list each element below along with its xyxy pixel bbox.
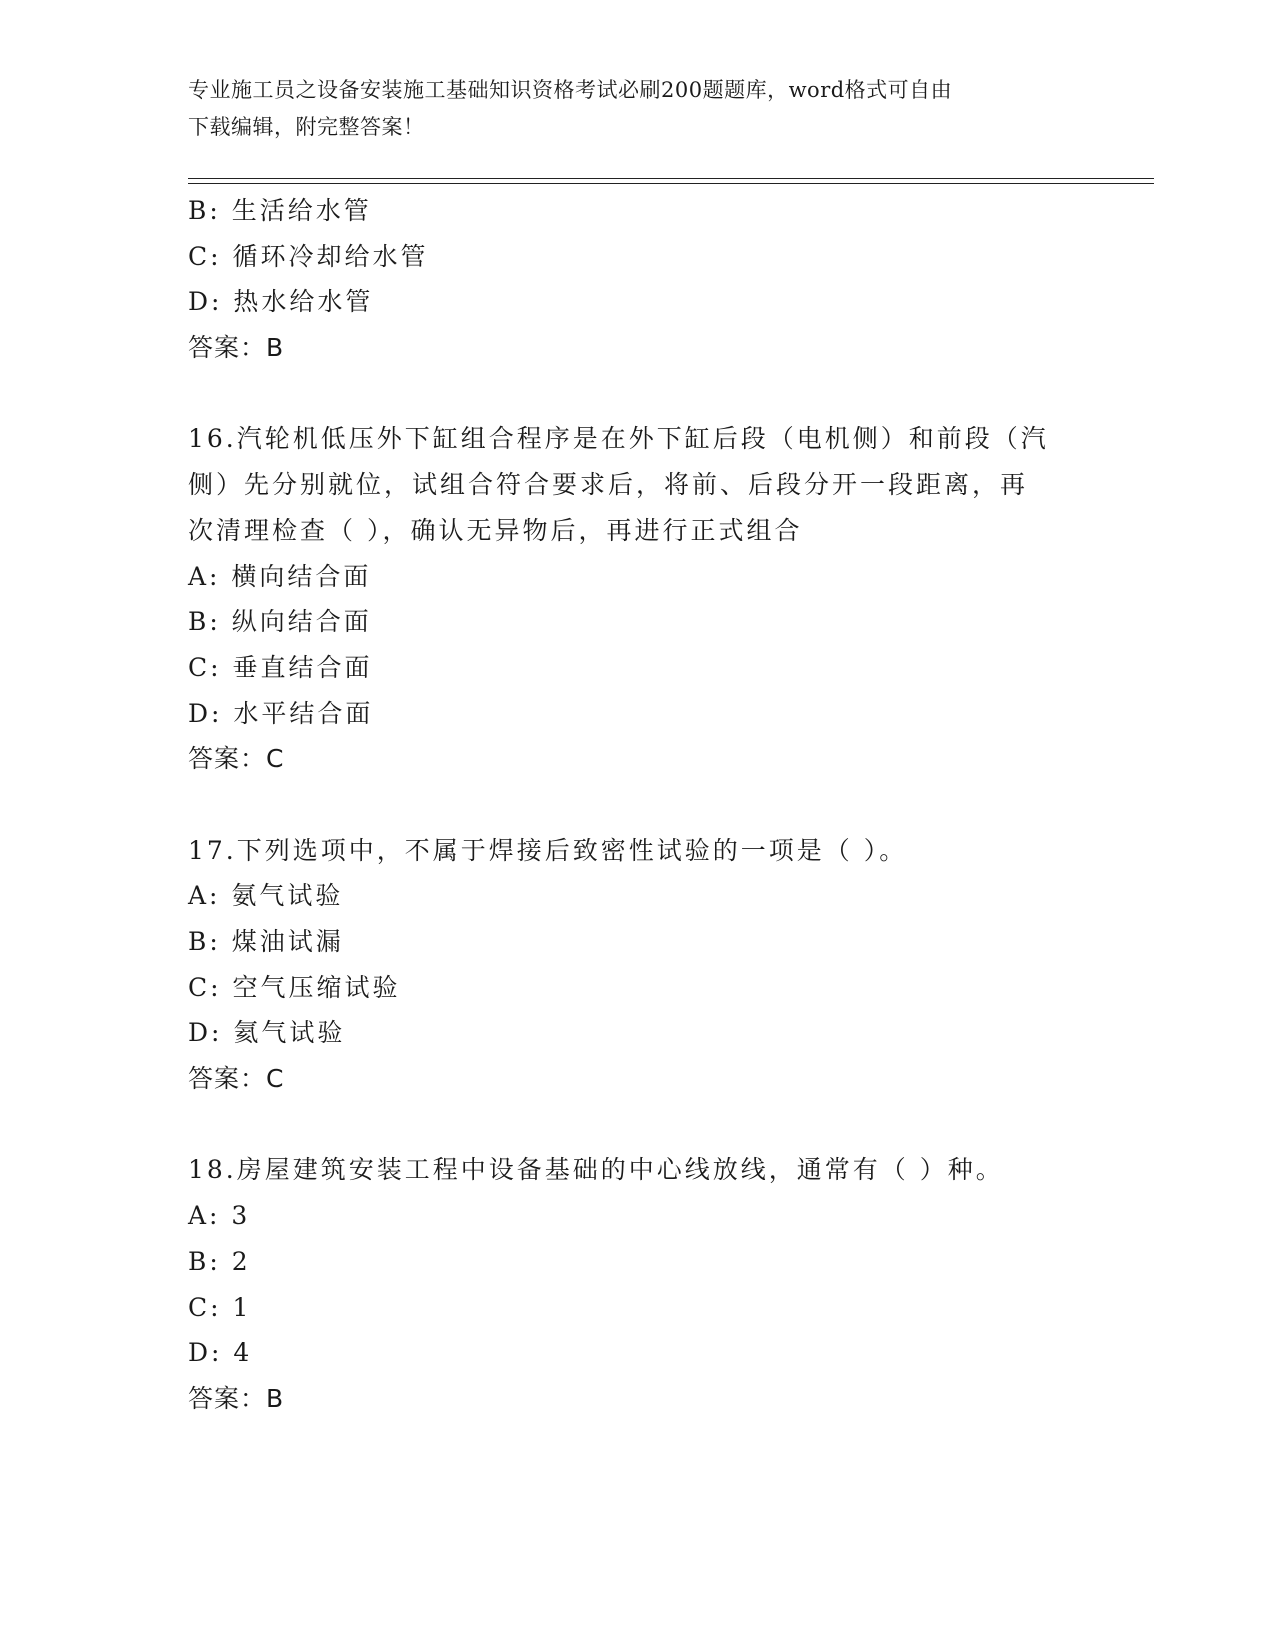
option-c: C: 循环冷却给水管 — [188, 241, 429, 271]
header-divider-top — [188, 178, 1154, 179]
option-b: B: 纵向结合面 — [188, 607, 372, 637]
question-18 — [188, 1147, 1088, 1421]
spacer — [188, 1102, 1088, 1148]
spacer — [188, 371, 1088, 417]
option-d: D: 水平结合面 — [188, 698, 374, 728]
option-d: D: 热水给水管 — [188, 287, 374, 317]
option-c: C: 垂直结合面 — [188, 652, 373, 682]
question-text-line-1: 18.房屋建筑安装工程中设备基础的中心线放线，通常有（ ）种。 — [188, 1155, 1004, 1185]
question-17 — [188, 828, 1088, 1102]
question-text-line-1: 16.汽轮机低压外下缸组合程序是在外下缸后段（电机侧）和前段（汽 — [188, 424, 1049, 454]
option-d: D: 4 — [188, 1338, 253, 1368]
answer: 答案：B — [188, 333, 285, 363]
question-15-tail — [188, 188, 1088, 371]
option-b: B: 煤油试漏 — [188, 927, 344, 956]
question-text-line-3: 次清理检查（ ），确认无异物后，再进行正式组合 — [188, 515, 803, 545]
header-line-2: 下载编辑，附完整答案！ — [188, 115, 425, 139]
answer: 答案：B — [188, 1383, 285, 1413]
answer: 答案：C — [188, 1064, 285, 1094]
option-d: D: 氦气试验 — [188, 1018, 346, 1048]
question-list — [188, 188, 1088, 1422]
option-a: A: 3 — [188, 1201, 251, 1231]
question-text-line-1: 17.下列选项中，不属于焊接后致密性试验的一项是（ ）。 — [188, 835, 908, 865]
option-a: A: 横向结合面 — [188, 561, 372, 591]
answer: 答案：C — [188, 744, 285, 774]
question-text-line-2: 侧）先分别就位，试组合符合要求后，将前、后段分开一段距离，再 — [188, 470, 1029, 500]
option-c: C: 空气压缩试验 — [188, 972, 401, 1002]
document-header — [188, 72, 1088, 146]
option-b: B: 生活给水管 — [188, 196, 372, 225]
spacer — [188, 782, 1088, 828]
header-divider-bottom — [188, 183, 1154, 184]
option-a: A: 氨气试验 — [188, 881, 344, 911]
option-b: B: 2 — [188, 1246, 251, 1276]
question-16 — [188, 416, 1088, 782]
header-line-1: 专业施工员之设备安装施工基础知识资格考试必刷200题题库，word格式可自由 — [188, 78, 953, 102]
option-c: C: 1 — [188, 1292, 252, 1322]
